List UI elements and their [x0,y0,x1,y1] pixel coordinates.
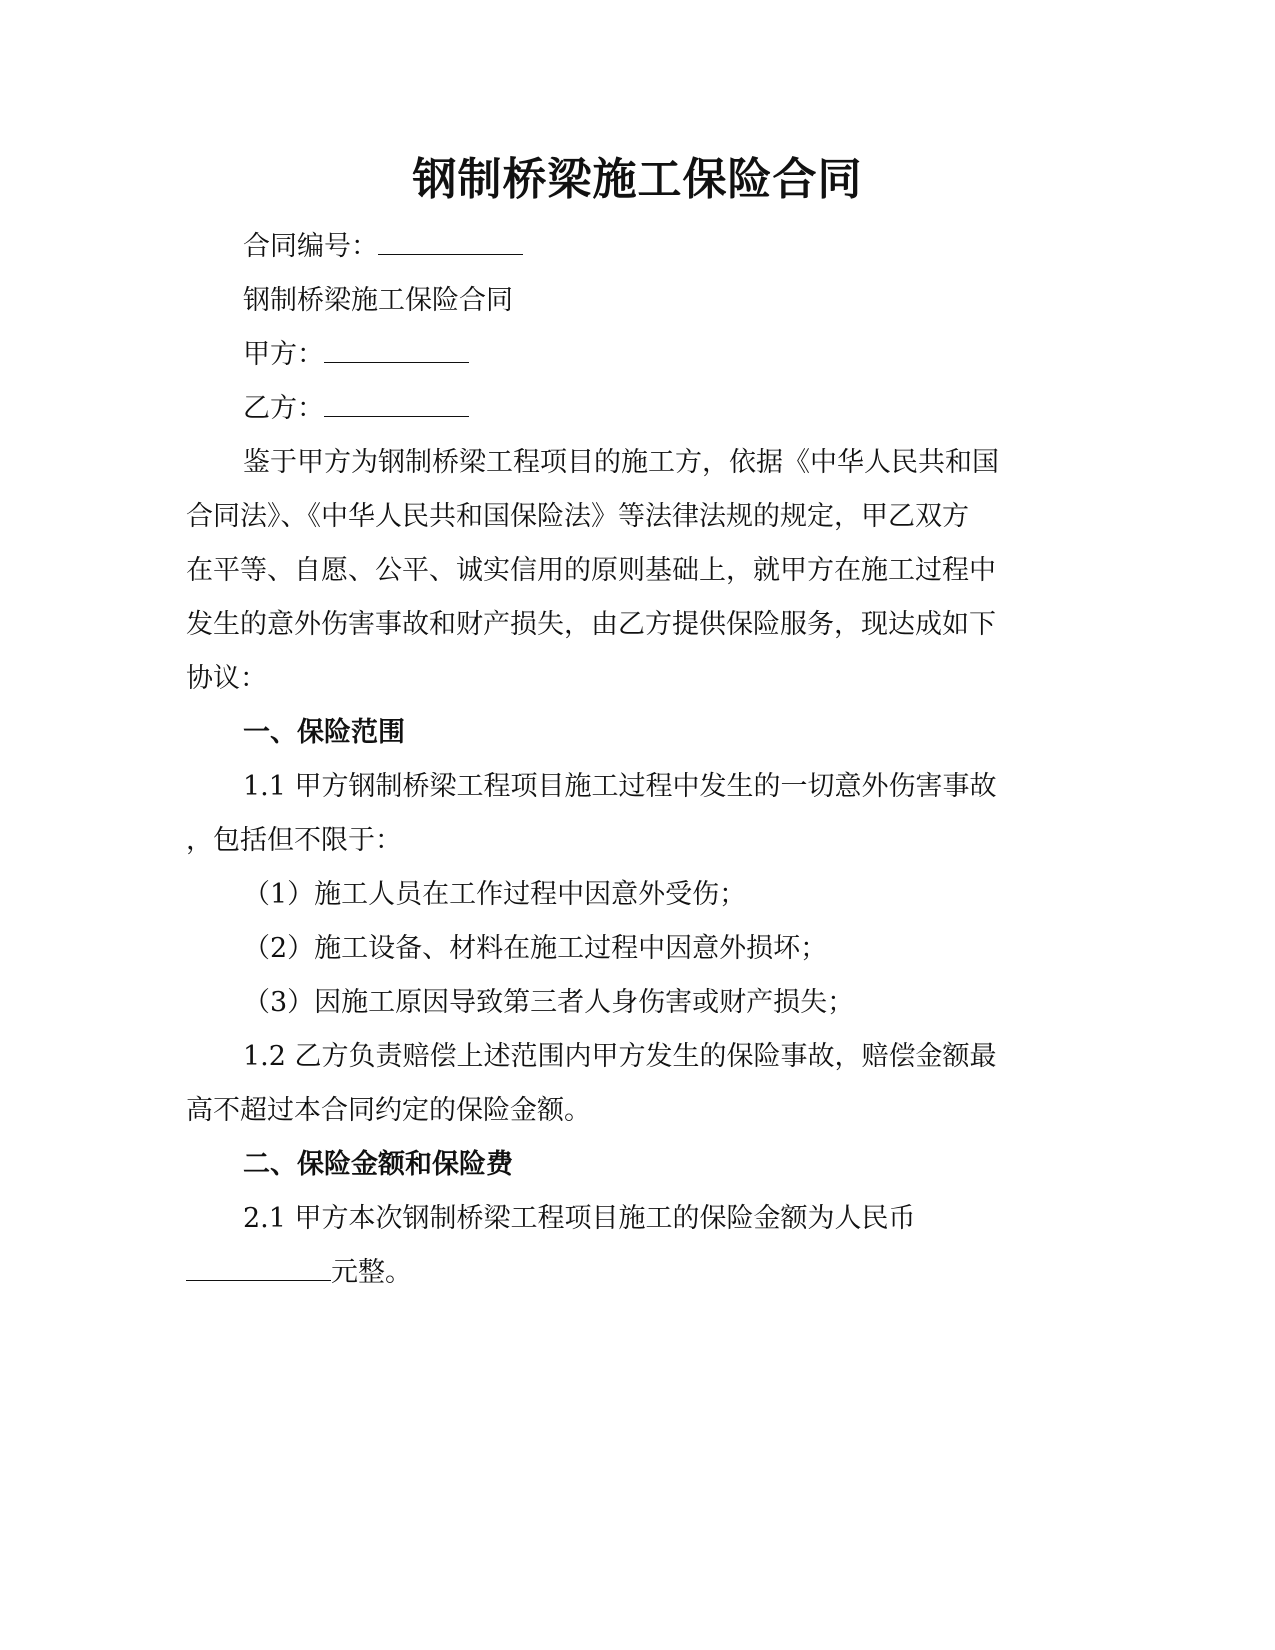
clause-1-2-line-2: 高不超过本合同约定的保险金额。 [186,1095,591,1126]
contract-number-line [243,229,523,265]
party-b-label: 乙方： [243,393,324,424]
party-a-blank [324,338,469,363]
preamble-line-2: 合同法》、《中华人民共和国保险法》等法律法规的规定，甲乙双方 [186,501,969,532]
party-a-label: 甲方： [243,339,324,370]
clause-1-2-line-1: 1.2 乙方负责赔偿上述范围内甲方发生的保险事故，赔偿金额最 [243,1041,997,1072]
contract-subtitle: 钢制桥梁施工保险合同 [243,285,513,316]
list-item-3: （3）因施工原因导致第三者人身伤害或财产损失； [243,987,855,1018]
party-b-blank [324,392,469,417]
party-b-line [243,391,469,427]
section-1-heading: 一、保险范围 [243,717,405,748]
clause-2-1-suffix: 元整。 [331,1257,412,1288]
insurance-amount-blank [186,1256,331,1281]
section-2-heading: 二、保险金额和保险费 [243,1149,513,1180]
party-a-line [243,337,469,373]
clause-1-1-line-1: 1.1 甲方钢制桥梁工程项目施工过程中发生的一切意外伤害事故 [243,771,997,802]
clause-1-1-line-2: ，包括但不限于： [186,825,402,856]
preamble-line-1: 鉴于甲方为钢制桥梁工程项目的施工方，依据《中华人民共和国 [243,447,999,478]
contract-number-blank [378,230,523,255]
clause-2-1-line-1: 2.1 甲方本次钢制桥梁工程项目施工的保险金额为人民币 [243,1203,916,1234]
preamble-line-3: 在平等、自愿、公平、诚实信用的原则基础上，就甲方在施工过程中 [186,555,996,586]
list-item-1: （1）施工人员在工作过程中因意外受伤； [243,879,747,910]
contract-number-label: 合同编号： [243,231,378,262]
preamble-line-5: 协议： [186,663,267,694]
document-title: 钢制桥梁施工保险合同 [412,154,863,205]
clause-2-1-line-2 [186,1255,412,1291]
preamble-line-4: 发生的意外伤害事故和财产损失，由乙方提供保险服务，现达成如下 [186,609,996,640]
list-item-2: （2）施工设备、材料在施工过程中因意外损坏； [243,933,828,964]
